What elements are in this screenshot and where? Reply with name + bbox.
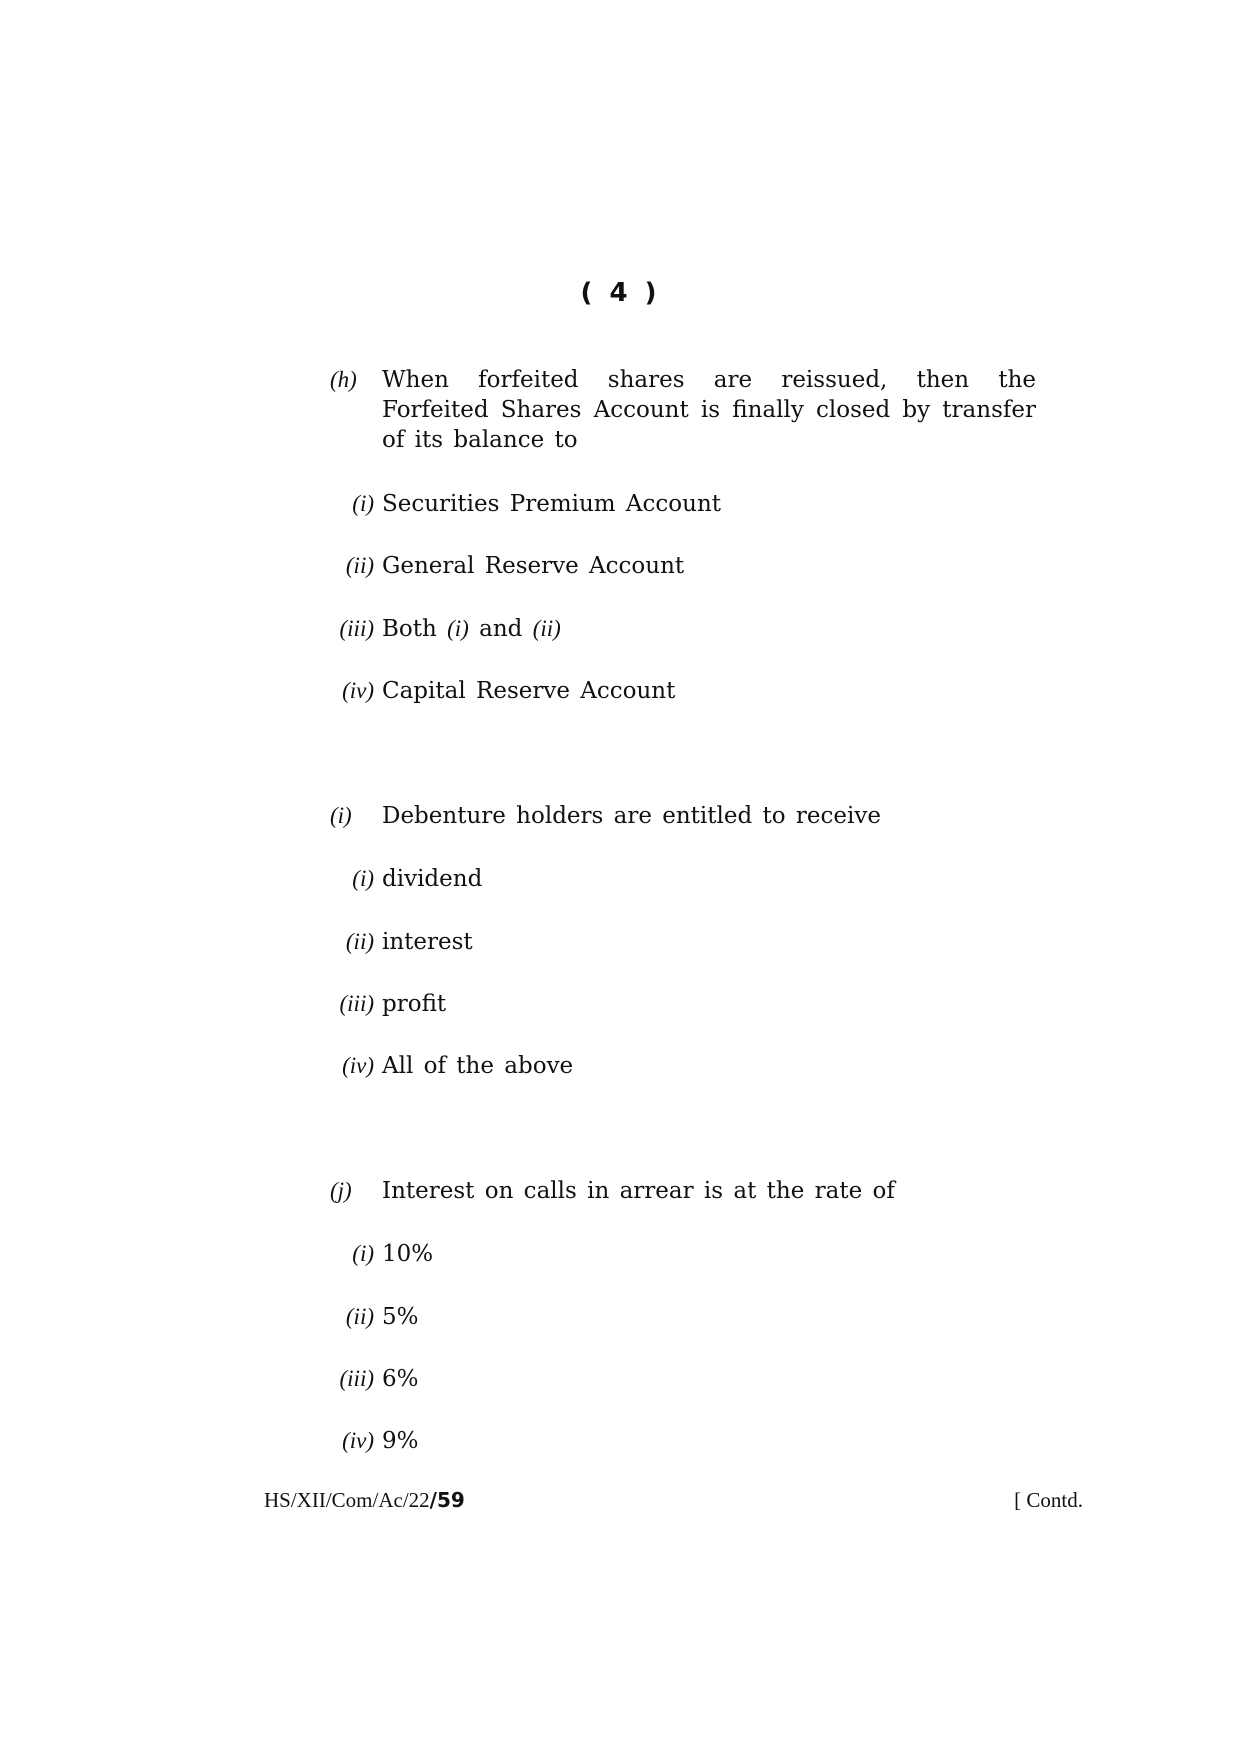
option-item [330, 1426, 419, 1456]
option-item [330, 614, 561, 644]
option-text: Securities Premium Account [382, 491, 722, 517]
option-label: (iv) [342, 1053, 374, 1078]
option-text: interest [382, 929, 473, 955]
option-text: Capital Reserve Account [382, 678, 676, 704]
option-label: (i) [352, 491, 374, 516]
option-item [330, 864, 482, 894]
option-item [330, 927, 473, 957]
option-text [382, 616, 561, 642]
option-item [330, 489, 721, 519]
option-label: (iii) [339, 616, 374, 641]
option-text: 6% [382, 1366, 419, 1392]
continued-note: [ Contd. [1014, 1488, 1083, 1512]
option-item [330, 1302, 419, 1332]
question-label: (j) [330, 1178, 352, 1203]
option-text-mid: and [479, 616, 523, 642]
question-h [330, 365, 1036, 455]
option-text: All of the above [382, 1053, 574, 1079]
option-text: 9% [382, 1428, 419, 1454]
paper-code-number: /59 [429, 1488, 465, 1512]
option-text-start: Both [382, 616, 437, 642]
option-item [330, 1051, 573, 1081]
option-ref-b: (ii) [532, 616, 561, 641]
option-text: General Reserve Account [382, 553, 685, 579]
option-item [330, 676, 675, 706]
option-label: (i) [352, 866, 374, 891]
paper-code [264, 1488, 465, 1513]
option-item [330, 551, 684, 581]
question-text: When forfeited shares are reissued, then the Forfeited Shares Account is finally closed by transfer of its balance to [382, 367, 1036, 453]
option-text: 10% [382, 1241, 434, 1267]
option-label: (iii) [339, 991, 374, 1016]
option-label: (iii) [339, 1366, 374, 1391]
option-label: (iv) [342, 678, 374, 703]
option-ref-a: (i) [447, 616, 469, 641]
option-text: profit [382, 991, 447, 1017]
page-number: ( 4 ) [580, 278, 661, 308]
option-item [330, 1364, 419, 1394]
question-text: Interest on calls in arrear is at the rate of [382, 1178, 895, 1204]
option-text: dividend [382, 866, 483, 892]
option-label: (ii) [345, 1304, 374, 1329]
option-label: (iv) [342, 1428, 374, 1453]
option-item [330, 989, 446, 1019]
question-label: (h) [330, 367, 357, 392]
option-label: (i) [352, 1241, 374, 1266]
question-j [330, 1176, 1036, 1206]
option-item [330, 1239, 433, 1269]
question-text: Debenture holders are entitled to receive [382, 803, 881, 829]
option-label: (ii) [345, 929, 374, 954]
paper-code-text: HS/XII/Com/Ac/22 [264, 1488, 430, 1512]
question-i [330, 801, 1036, 831]
option-text: 5% [382, 1304, 419, 1330]
question-label: (i) [330, 803, 352, 828]
option-label: (ii) [345, 553, 374, 578]
